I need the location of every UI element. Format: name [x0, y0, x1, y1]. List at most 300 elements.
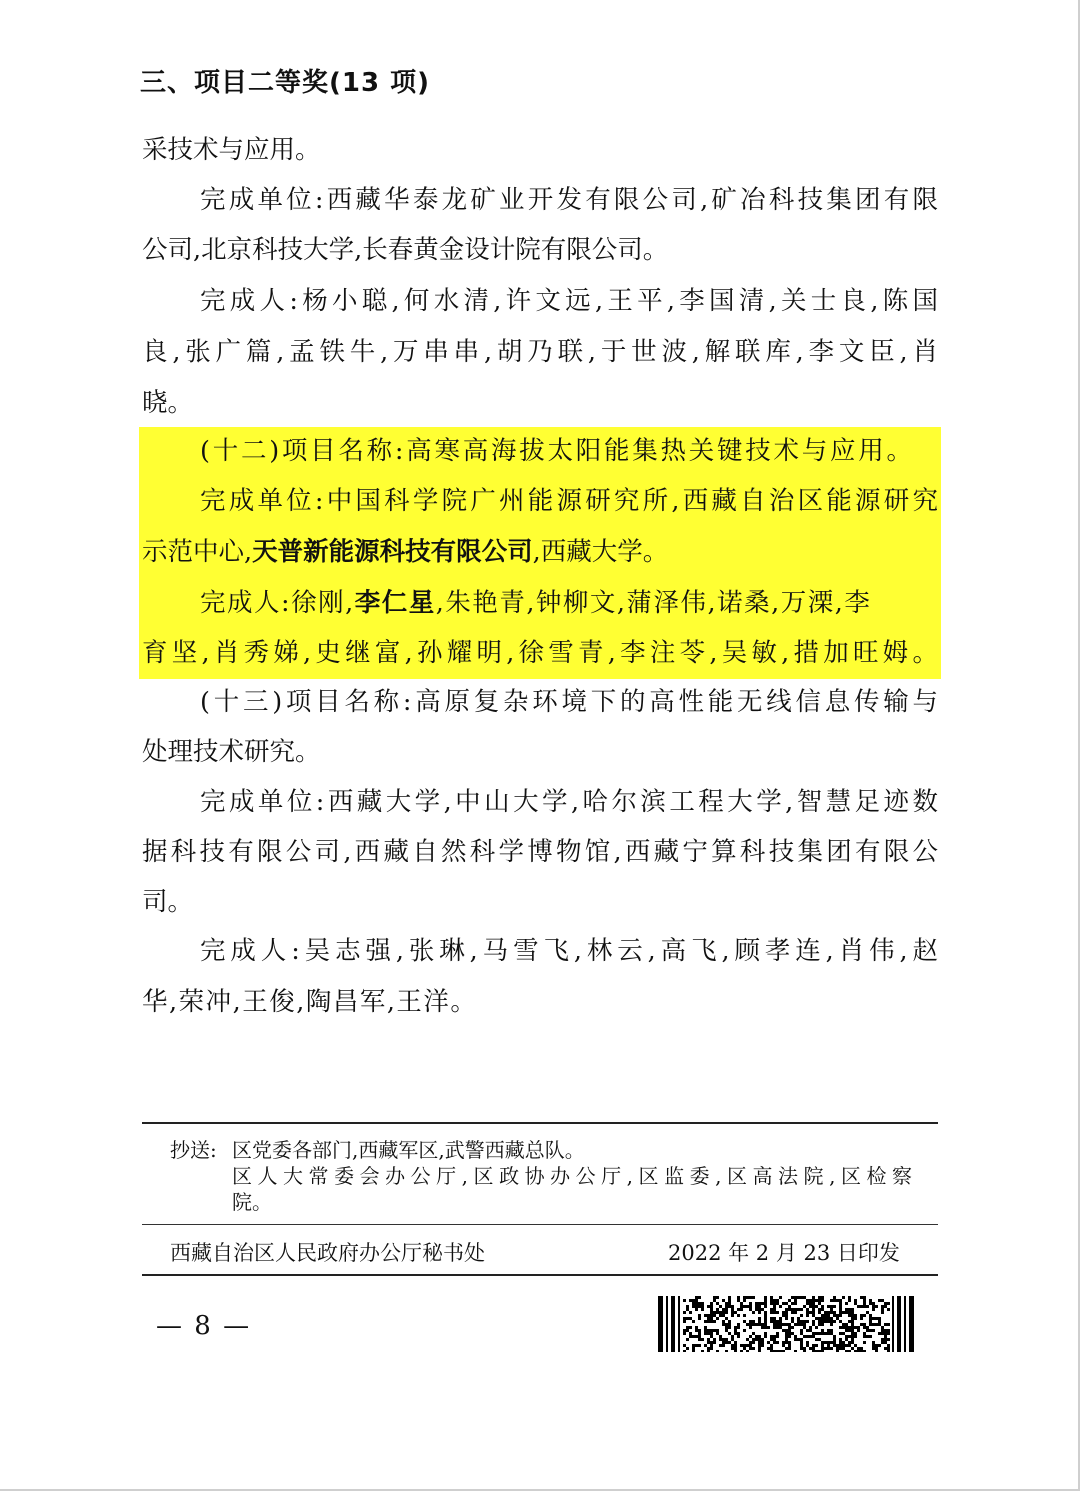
barcode-cell	[770, 1317, 773, 1320]
barcode-cell	[773, 1335, 776, 1338]
barcode-cell	[848, 1296, 851, 1299]
barcode-cell	[815, 1317, 818, 1320]
barcode-cell	[758, 1338, 761, 1341]
barcode-cell	[812, 1302, 815, 1305]
barcode-cell	[788, 1329, 791, 1332]
barcode-cell	[710, 1320, 713, 1323]
barcode-cell	[821, 1317, 824, 1320]
barcode-cell	[695, 1344, 698, 1347]
barcode-cell	[833, 1311, 836, 1314]
barcode-cell	[872, 1344, 875, 1347]
barcode-cell	[773, 1308, 776, 1311]
barcode-cell	[839, 1338, 842, 1341]
barcode-cell	[788, 1305, 791, 1308]
barcode-cell	[809, 1311, 812, 1314]
barcode-cell	[845, 1326, 848, 1329]
barcode-cell	[884, 1347, 887, 1350]
barcode-cell	[821, 1341, 824, 1344]
barcode-cell	[839, 1341, 842, 1344]
barcode-cell	[851, 1347, 854, 1350]
barcode-cell	[770, 1308, 773, 1311]
barcode-cell	[836, 1299, 839, 1302]
barcode-cell	[833, 1344, 836, 1347]
text-segment: ,朱艳青,钟柳文,蒲泽伟,诺桑,万溧,李	[435, 588, 872, 618]
barcode-cell	[692, 1344, 695, 1347]
barcode-cell	[863, 1296, 866, 1299]
barcode-cell	[731, 1308, 734, 1311]
barcode-cell	[815, 1338, 818, 1341]
barcode-cell	[845, 1323, 848, 1326]
barcode-cell	[866, 1311, 869, 1314]
barcode-cell	[683, 1311, 686, 1314]
barcode-cell	[713, 1341, 716, 1344]
barcode-cell	[716, 1302, 719, 1305]
barcode-cell	[812, 1335, 815, 1338]
barcode-cell	[707, 1320, 710, 1323]
barcode-cell	[743, 1314, 746, 1317]
barcode-cell	[884, 1335, 887, 1338]
barcode-cell	[818, 1320, 821, 1323]
barcode-cell	[875, 1323, 878, 1326]
barcode-cell	[830, 1311, 833, 1314]
barcode-cell	[884, 1302, 887, 1305]
barcode-cell	[767, 1347, 770, 1350]
barcode-cell	[719, 1338, 722, 1341]
barcode-cell	[806, 1311, 809, 1314]
barcode-cell	[785, 1341, 788, 1344]
barcode-cell	[764, 1311, 767, 1314]
barcode-cell	[725, 1338, 728, 1341]
barcode-cell	[707, 1350, 710, 1352]
barcode-cell	[803, 1323, 806, 1326]
barcode-cell	[806, 1314, 809, 1317]
barcode-cell	[686, 1308, 689, 1311]
barcode-cell	[812, 1344, 815, 1347]
barcode-cell	[812, 1350, 815, 1352]
barcode-cell	[854, 1299, 857, 1302]
barcode-cell	[878, 1320, 881, 1323]
divider-top	[142, 1122, 938, 1124]
barcode-cell	[815, 1332, 818, 1335]
barcode-cell	[782, 1329, 785, 1332]
barcode-cell	[695, 1299, 698, 1302]
barcode-cell	[740, 1305, 743, 1308]
barcode-cell	[728, 1296, 731, 1299]
barcode-cell	[731, 1347, 734, 1350]
barcode-cell	[794, 1311, 797, 1314]
barcode-cell	[830, 1323, 833, 1326]
barcode-cell	[848, 1329, 851, 1332]
barcode-cell	[722, 1323, 725, 1326]
barcode-cell	[830, 1329, 833, 1332]
barcode-cell	[749, 1335, 752, 1338]
barcode-cell	[869, 1302, 872, 1305]
barcode-cell	[755, 1308, 758, 1311]
barcode-cell	[758, 1350, 761, 1352]
barcode-cell	[692, 1299, 695, 1302]
barcode-cell	[770, 1299, 773, 1302]
barcode-cell	[722, 1314, 725, 1317]
barcode-cell	[719, 1335, 722, 1338]
barcode-cell	[704, 1332, 707, 1335]
barcode-cell	[698, 1335, 701, 1338]
barcode-cell	[707, 1317, 710, 1320]
issuing-office: 西藏自治区人民政府办公厅秘书处	[170, 1241, 485, 1265]
barcode-cell	[788, 1332, 791, 1335]
barcode-pattern	[683, 1296, 890, 1352]
barcode-cell	[842, 1341, 845, 1344]
barcode-cell	[791, 1296, 794, 1299]
barcode-cell	[746, 1296, 749, 1299]
barcode-cell	[779, 1323, 782, 1326]
barcode-cell	[803, 1326, 806, 1329]
barcode-cell	[824, 1320, 827, 1323]
barcode-cell	[812, 1347, 815, 1350]
barcode-cell	[797, 1323, 800, 1326]
barcode-cell	[854, 1314, 857, 1317]
barcode-cell	[683, 1329, 686, 1332]
barcode-cell	[710, 1335, 713, 1338]
issue-date: 2022 年 2 月 23 日印发	[668, 1241, 900, 1265]
barcode-cell	[758, 1320, 761, 1323]
barcode-cell	[812, 1320, 815, 1323]
barcode-cell	[881, 1311, 884, 1314]
barcode-cell	[743, 1305, 746, 1308]
barcode-cell	[797, 1308, 800, 1311]
barcode-cell	[764, 1317, 767, 1320]
barcode-cell	[833, 1299, 836, 1302]
barcode-cell	[722, 1299, 725, 1302]
barcode-cell	[758, 1302, 761, 1305]
barcode-cell	[809, 1326, 812, 1329]
barcode-cell	[794, 1296, 797, 1299]
barcode-cell	[881, 1341, 884, 1344]
barcode-cell	[800, 1296, 803, 1299]
barcode-cell	[818, 1296, 821, 1299]
barcode-cell	[785, 1347, 788, 1350]
barcode-cell	[878, 1317, 881, 1320]
barcode-cell	[686, 1326, 689, 1329]
bold-person-name: 李仁星	[354, 588, 436, 618]
barcode-cell	[740, 1302, 743, 1305]
barcode-cell	[872, 1323, 875, 1326]
barcode-cell	[695, 1308, 698, 1311]
barcode-cell	[764, 1299, 767, 1302]
barcode-cell	[857, 1347, 860, 1350]
barcode-cell	[860, 1305, 863, 1308]
barcode-cell	[830, 1308, 833, 1311]
barcode-cell	[818, 1311, 821, 1314]
barcode-cell	[827, 1332, 830, 1335]
barcode-cell	[704, 1344, 707, 1347]
text-line: 育坚,肖秀娣,史继富,孙耀明,徐雪青,李注苓,吴敏,措加旺姆。	[142, 638, 938, 668]
barcode-cell	[773, 1350, 776, 1352]
copy-to-line: 区党委各部门,西藏军区,武警西藏总队。	[232, 1138, 585, 1162]
barcode-cell	[887, 1302, 890, 1305]
barcode-cell	[710, 1302, 713, 1305]
barcode-cell	[770, 1311, 773, 1314]
barcode-cell	[698, 1314, 701, 1317]
barcode-cell	[752, 1320, 755, 1323]
barcode-cell	[689, 1311, 692, 1314]
text-segment: 示范中心,	[142, 537, 253, 567]
barcode-cell	[782, 1344, 785, 1347]
barcode-cell	[686, 1338, 689, 1341]
barcode-cell	[728, 1326, 731, 1329]
barcode-cell	[746, 1350, 749, 1352]
barcode-cell	[734, 1311, 737, 1314]
barcode-cell	[818, 1317, 821, 1320]
barcode-cell	[884, 1323, 887, 1326]
barcode-cell	[839, 1344, 842, 1347]
barcode-cell	[887, 1332, 890, 1335]
barcode-cell	[743, 1299, 746, 1302]
barcode-cell	[740, 1344, 743, 1347]
barcode-cell	[824, 1314, 827, 1317]
barcode-cell	[752, 1296, 755, 1299]
barcode-cell	[755, 1338, 758, 1341]
barcode-cell	[698, 1332, 701, 1335]
barcode-cell	[764, 1314, 767, 1317]
barcode-cell	[872, 1308, 875, 1311]
barcode-cell	[863, 1299, 866, 1302]
barcode-cell	[818, 1299, 821, 1302]
copy-to-line: 院。	[232, 1190, 272, 1214]
barcode-cell	[743, 1296, 746, 1299]
barcode-cell	[854, 1317, 857, 1320]
barcode-cell	[749, 1341, 752, 1344]
barcode-cell	[746, 1344, 749, 1347]
barcode-cell	[734, 1347, 737, 1350]
barcode-cell	[809, 1335, 812, 1338]
barcode-cell	[785, 1338, 788, 1341]
barcode-cell	[770, 1338, 773, 1341]
barcode-cell	[752, 1341, 755, 1344]
barcode-cell	[761, 1308, 764, 1311]
barcode-cell	[716, 1308, 719, 1311]
barcode-cell	[689, 1335, 692, 1338]
barcode-cell	[887, 1344, 890, 1347]
barcode-cell	[743, 1344, 746, 1347]
text-line: 良,张广篇,孟铁牛,万串串,胡乃联,于世波,解联库,李文臣,肖	[142, 337, 938, 367]
barcode-cell	[809, 1305, 812, 1308]
barcode-cell	[701, 1305, 704, 1308]
barcode-cell	[788, 1326, 791, 1329]
barcode-cell	[839, 1299, 842, 1302]
barcode-cell	[821, 1332, 824, 1335]
text-line: 晓。	[142, 388, 194, 418]
barcode-cell	[761, 1302, 764, 1305]
barcode-cell	[833, 1338, 836, 1341]
barcode-cell	[713, 1314, 716, 1317]
barcode-cell	[788, 1347, 791, 1350]
barcode-cell	[707, 1338, 710, 1341]
barcode-cell	[785, 1311, 788, 1314]
barcode-cell	[806, 1302, 809, 1305]
barcode-cell	[755, 1302, 758, 1305]
barcode-cell	[836, 1314, 839, 1317]
barcode-cell	[866, 1329, 869, 1332]
barcode-cell	[863, 1350, 866, 1352]
barcode-icon	[658, 1296, 914, 1352]
barcode-cell	[818, 1338, 821, 1341]
barcode-cell	[701, 1338, 704, 1341]
barcode-cell	[752, 1323, 755, 1326]
barcode-cell	[749, 1308, 752, 1311]
barcode-cell	[713, 1296, 716, 1299]
barcode-cell	[806, 1308, 809, 1311]
barcode-cell	[845, 1302, 848, 1305]
barcode-cell	[875, 1305, 878, 1308]
barcode-cell	[782, 1350, 785, 1352]
barcode-cell	[755, 1323, 758, 1326]
barcode-cell	[791, 1320, 794, 1323]
barcode-cell	[818, 1350, 821, 1352]
barcode-cell	[767, 1341, 770, 1344]
barcode-cell	[725, 1308, 728, 1311]
barcode-cell	[875, 1317, 878, 1320]
barcode-cell	[713, 1320, 716, 1323]
barcode-cell	[821, 1308, 824, 1311]
text-line: 处理技术研究。	[142, 737, 321, 767]
barcode-cell	[827, 1341, 830, 1344]
barcode-cell	[752, 1332, 755, 1335]
barcode-cell	[770, 1347, 773, 1350]
barcode-cell	[701, 1350, 704, 1352]
barcode-cell	[764, 1305, 767, 1308]
barcode-cell	[743, 1347, 746, 1350]
barcode-cell	[719, 1344, 722, 1347]
text-line: 据科技有限公司,西藏自然科学博物馆,西藏宁算科技集团有限公	[142, 837, 938, 867]
barcode-cell	[845, 1311, 848, 1314]
barcode-cell	[845, 1338, 848, 1341]
barcode-cell	[863, 1335, 866, 1338]
section-title: 三、项目二等奖(13 项)	[140, 68, 430, 98]
barcode-cell	[779, 1317, 782, 1320]
barcode-cell	[719, 1314, 722, 1317]
barcode-cell	[836, 1347, 839, 1350]
barcode-cell	[776, 1341, 779, 1344]
barcode-cell	[827, 1317, 830, 1320]
text-segment: ,西藏大学。	[532, 537, 669, 567]
barcode-cell	[881, 1329, 884, 1332]
barcode-cell	[851, 1314, 854, 1317]
barcode-cell	[806, 1335, 809, 1338]
barcode-cell	[827, 1344, 830, 1347]
barcode-cell	[776, 1311, 779, 1314]
barcode-cell	[881, 1326, 884, 1329]
barcode-cell	[839, 1311, 842, 1314]
barcode-cell	[785, 1302, 788, 1305]
barcode-cell	[776, 1326, 779, 1329]
barcode-cell	[752, 1338, 755, 1341]
barcode-cell	[839, 1314, 842, 1317]
barcode-cell	[815, 1299, 818, 1302]
barcode-cell	[707, 1347, 710, 1350]
barcode-cell	[716, 1311, 719, 1314]
barcode-cell	[860, 1350, 863, 1352]
barcode-cell	[749, 1347, 752, 1350]
barcode-cell	[818, 1308, 821, 1311]
barcode-cell	[749, 1296, 752, 1299]
barcode-cell	[842, 1296, 845, 1299]
barcode-cell	[767, 1326, 770, 1329]
barcode-cell	[875, 1350, 878, 1352]
barcode-cell	[785, 1335, 788, 1338]
barcode-cell	[761, 1344, 764, 1347]
barcode-cell	[758, 1323, 761, 1326]
barcode-cell	[845, 1329, 848, 1332]
barcode-cell	[881, 1305, 884, 1308]
barcode-cell	[845, 1335, 848, 1338]
barcode-cell	[737, 1308, 740, 1311]
barcode-cell	[734, 1350, 737, 1352]
barcode-cell	[782, 1341, 785, 1344]
barcode-cell	[806, 1299, 809, 1302]
barcode-cell	[734, 1329, 737, 1332]
barcode-cell	[779, 1350, 782, 1352]
barcode-cell	[860, 1314, 863, 1317]
barcode-cell	[812, 1332, 815, 1335]
barcode-cell	[722, 1338, 725, 1341]
barcode-cell	[797, 1338, 800, 1341]
barcode-cell	[728, 1299, 731, 1302]
barcode-cell	[851, 1326, 854, 1329]
barcode-cell	[728, 1320, 731, 1323]
barcode-cell	[800, 1308, 803, 1311]
barcode-cell	[821, 1347, 824, 1350]
barcode-cell	[881, 1299, 884, 1302]
barcode-cell	[764, 1320, 767, 1323]
barcode-cell	[788, 1335, 791, 1338]
barcode-cell	[839, 1332, 842, 1335]
barcode-cell	[716, 1332, 719, 1335]
barcode-cell	[866, 1326, 869, 1329]
barcode-cell	[821, 1305, 824, 1308]
barcode-cell	[692, 1305, 695, 1308]
barcode-cell	[884, 1341, 887, 1344]
barcode-cell	[776, 1323, 779, 1326]
barcode-cell	[842, 1332, 845, 1335]
barcode-cell	[833, 1305, 836, 1308]
barcode-cell	[872, 1305, 875, 1308]
barcode-cell	[689, 1332, 692, 1335]
barcode-cell	[701, 1308, 704, 1311]
barcode-cell	[713, 1311, 716, 1314]
copy-to-line: 区人大常委会办公厅,区政协办公厅,区监委,区高法院,区检察	[232, 1164, 912, 1188]
barcode-cell	[863, 1326, 866, 1329]
barcode-cell	[773, 1305, 776, 1308]
barcode-cell	[725, 1341, 728, 1344]
barcode-cell	[884, 1329, 887, 1332]
barcode-cell	[749, 1326, 752, 1329]
barcode-cell	[686, 1317, 689, 1320]
barcode-cell	[830, 1332, 833, 1335]
barcode-cell	[848, 1344, 851, 1347]
barcode-cell	[818, 1323, 821, 1326]
barcode-cell	[869, 1323, 872, 1326]
barcode-cell	[725, 1329, 728, 1332]
barcode-cell	[800, 1347, 803, 1350]
barcode-cell	[788, 1344, 791, 1347]
barcode-cell	[737, 1314, 740, 1317]
barcode-cell	[797, 1320, 800, 1323]
barcode-cell	[788, 1341, 791, 1344]
barcode-cell	[713, 1329, 716, 1332]
barcode-cell	[713, 1299, 716, 1302]
text-line: 华,荣冲,王俊,陶昌军,王洋。	[142, 987, 478, 1017]
barcode-cell	[842, 1323, 845, 1326]
